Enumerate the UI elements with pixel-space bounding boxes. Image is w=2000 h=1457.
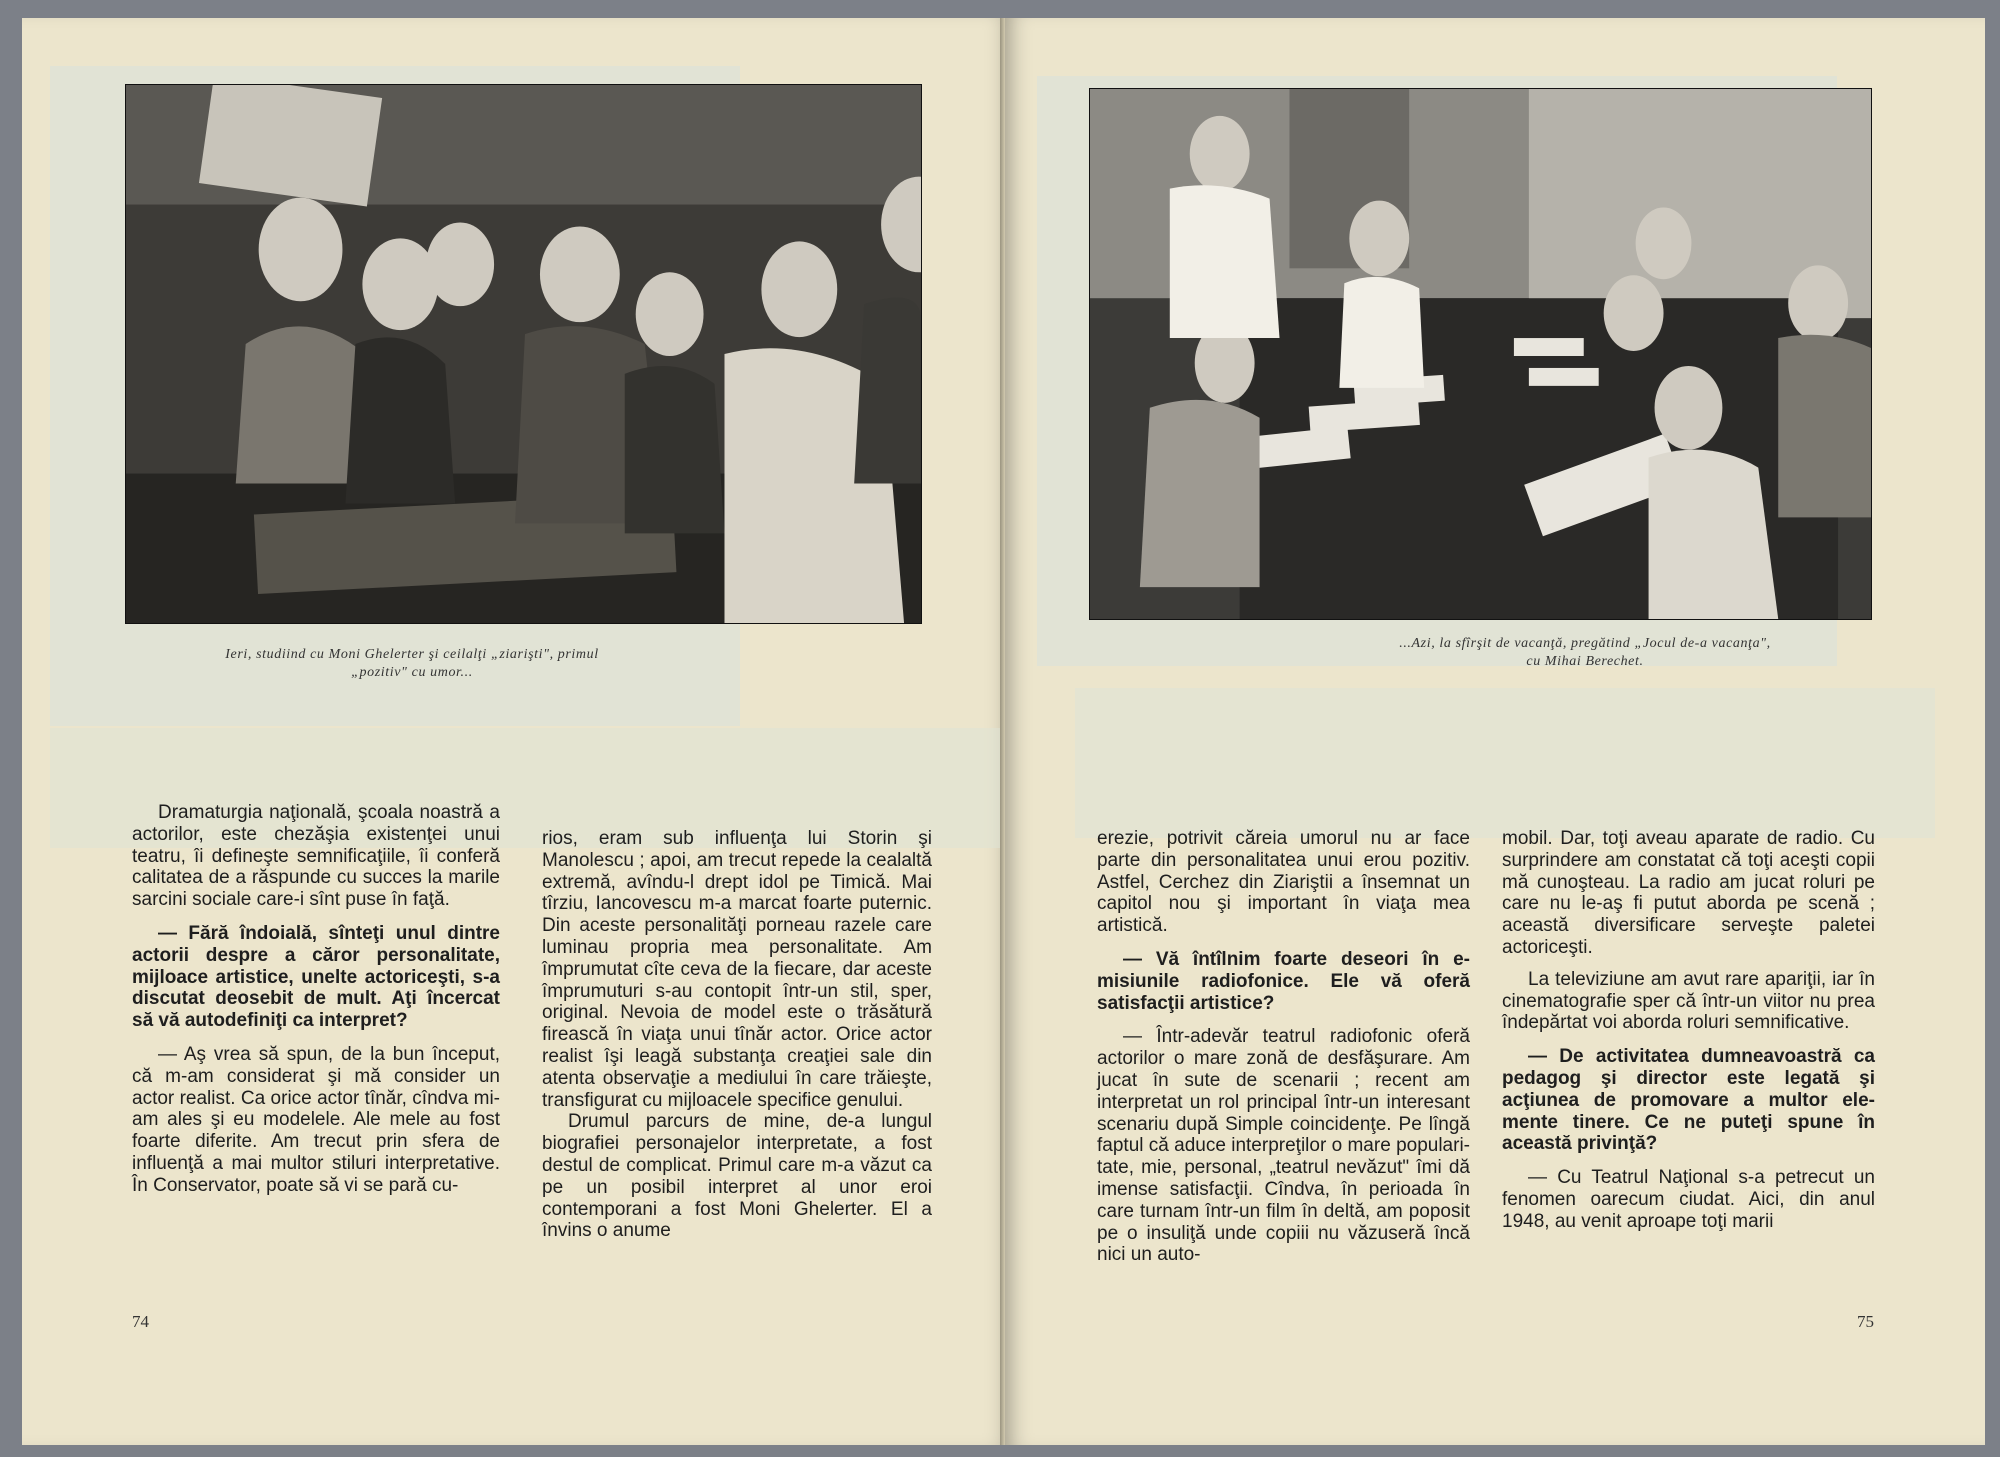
text-tint-block: [1075, 688, 1935, 838]
page-number: 75: [1857, 1312, 1874, 1331]
left-page: [22, 18, 1012, 1445]
paragraph: — Aş vrea să spun, de la bun început, că m-am considerat şi mă consider un actor realist. Ca orice actor tînăr, cîndva mi-am ales şi eu modelele. Ale mele au fost foarte diferite. Am trecut prin sfera de influenţă a mai multor stiluri interpretative. În Conservator, poate să vi se pară cu-: [132, 1043, 500, 1196]
paragraph: Dramaturgia naţională, şcoala noastră a actorilor, este chezăşia existenţei unui teatru, îi defineşte semnificaţiile, îi conferă calitatea de a răspunde cu succes la marile sarcini sociale care-i sînt puse în faţă.: [132, 802, 500, 911]
paragraph: — Cu Teatrul Naţional s-a petrecut un fenomen oarecum ciudat. Aici, din anul 1948, au venit aproape toţi marii: [1502, 1167, 1875, 1232]
right-col-1: [1097, 828, 1470, 1266]
photo-actors-table-icon: [125, 84, 922, 624]
right-col-2: [1502, 828, 1875, 1233]
paragraph: La televiziune am avut rare apariţii, iar în cinematografie sper că într-un viitor nu prea îndepărtat voi aborda roluri semnificative.: [1502, 968, 1875, 1034]
question-paragraph: — Vă întîlnim foarte deseori în emisiunile radiofonice. Ele vă oferă satisfacţii artistice?: [1097, 948, 1470, 1014]
caption-line: ...Azi, la sfîrşit de vacanţă, pregătind „Jocul de-a vacanţa",: [1399, 636, 1771, 651]
left-col-2: [542, 828, 932, 1242]
paragraph: rios, eram sub influenţa lui Storin şi Manolescu ; apoi, am trecut repede la cealaltă extremă, avîndu-l drept idol pe Timică. Mai tîrziu, Iancovescu m-a marcat foarte puternic. Din aceste personalităţi porneau razele care luminau propria mea personalitate. Am împrumutat cîte ceva de la fiecare, dar aceste împrumuturi s-au contopit într-un stil, sper, original. Nevoia de model este o trăsătură firească în viaţa unui tînăr actor. Orice actor realist îşi leagă substanţa creaţiei sale din atenta observaţie a mediului în care trăieşte, transfigurat cu mijloacele specifice genului.: [542, 828, 932, 1111]
left-photo-caption: [132, 646, 692, 682]
question-paragraph: — Fără îndoială, sînteţi unul dintre actorii despre a căror personalitate, mijloace artistice, unelte actoriceşti, s-a discutat deosebit de mult. Aţi încercat să vă autodefiniţi ca interpret?: [132, 922, 500, 1032]
question-paragraph: — De activitatea dumneavoastră ca pedagog şi director este legată şi acţiunea de promovare a multor elemente tinere. Ce ne puteţi spune în această privinţă?: [1502, 1046, 1875, 1155]
page-number: 74: [132, 1312, 149, 1331]
caption-line: cu Mihai Berechet.: [1526, 654, 1644, 669]
paragraph: erezie, potrivit căreia umorul nu ar face parte din personalitatea unui erou pozitiv. Astfel, Cerchez din Ziariştii a însemnat un capitol nou şi important în viaţa mea artistică.: [1097, 828, 1470, 937]
paragraph: mobil. Dar, toţi aveau aparate de radio. Cu surprindere am constatat că toţi aceşti copii mă cunoşteau. La radio am jucat roluri pe care nu le-aş fi putut aborda pe scenă ; această diversificare serveşte paletei actoriceşti.: [1502, 828, 1875, 958]
right-photo-caption: [1305, 635, 1865, 671]
caption-line: Ieri, studiind cu Moni Ghelerter şi ceilalţi „ziarişti", primul: [225, 647, 599, 662]
caption-line: „pozitiv" cu umor...: [351, 665, 473, 680]
right-page: [1005, 18, 1985, 1445]
left-col-1: [132, 802, 500, 1197]
paragraph: Drumul parcurs de mine, de-a lungul biografiei personajelor interpretate, a fost destul de complicat. Primul care m-a văzut ca pe un posibil interpret al unor eroi contemporani a fost Moni Ghelerter. El a învins o anume: [542, 1111, 932, 1242]
photo-rehearsal-table-icon: [1089, 88, 1872, 620]
paragraph: — Într-adevăr teatrul radiofonic oferă actorilor o mare zonă de desfăşurare. Am jucat în sute de scenarii ; recent am interpretat un rol principal într-un interesant scenariu după Simple coincidenţe. Pe lîngă faptul că aduce interpreţilor o mare popularitate, mie, personal, „teatrul nevăzut" îmi dă imense satisfacţii. Cîndva, în perioada în care turnam într-un film în deltă, am poposit pe o insuliţă unde copiii nu văzuseră încă nici un auto-: [1097, 1026, 1470, 1266]
